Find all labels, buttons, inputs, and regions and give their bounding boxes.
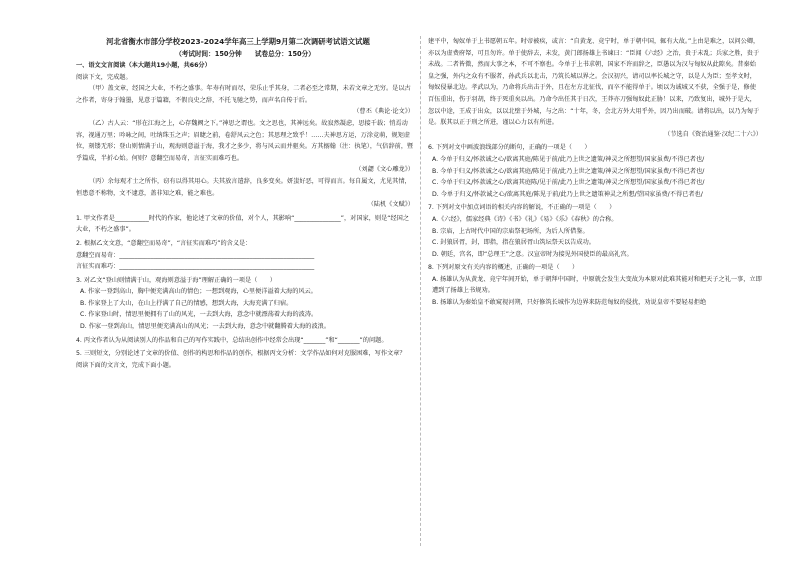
- right-paragraph: （节选自《资治通鉴·汉纪二十六》）: [664, 130, 762, 138]
- left-paragraph: 4. 丙文作者认为从阅读别人的作品和自己的写作实践中，总结出创作中经常会出现“_______”和“_______”的问题。: [76, 336, 388, 344]
- left-paragraph: （甲）盖文章，经国之大业，不朽之盛事。年寿有时而尽，荣乐止乎其身，二者必至之常期，未若文章之无穷。是以古之作者，寄身于翰墨，见意于篇籍，不假良史之辞，不托飞驰之势，而声名自传于后。: [76, 85, 411, 104]
- left-paragraph: （丙）余每观才士之所作，窃有以得其用心。夫其放言遣辞，良多变矣。妍蚩好恶，可得而言。每自属文，尤见其情，恒患意不称物，文不逮意，盖非知之难，能之难也。: [76, 177, 411, 197]
- left-paragraph: 2. 根据乙文文意，“意翻空而易奇”，“言征实而难巧”的含义是：: [76, 239, 252, 247]
- column-divider: [420, 36, 421, 546]
- exam-title: 河北省衡水市部分学校2023-2024学年高三上学期9月第二次调研考试语文试题: [106, 37, 370, 46]
- right-paragraph: D. 朝廷，宫名，即“总理王”之意。汉宣帝时为接见外国使臣的最高礼宫。: [432, 250, 633, 258]
- left-paragraph: 一、语文文言阅读（本大题共19小题，共66分）: [76, 62, 211, 69]
- left-paragraph: 3. 对乙文“登山则情满于山，观海则意溢于海”理解正确的一项是（ ）: [76, 276, 276, 284]
- left-body: [76, 60, 414, 371]
- right-body: [428, 36, 762, 309]
- left-paragraph: 言征实而难巧：_______________________________________________________________: [76, 263, 315, 271]
- right-paragraph: B. 今单于归义/怀款诚之心/欲离其庭/陈见于前/此乃上世之遗策/神灵之所想望/国家虽费/不得已者也/: [432, 167, 705, 175]
- exam-subtitle: （考试时间：150分钟 试卷总分：150分）: [175, 50, 315, 58]
- right-paragraph: 7. 下列对文中加点词语的相关内容的解说，不正确的一项是（ ）: [428, 204, 616, 212]
- right-column: [428, 36, 762, 309]
- right-paragraph: 8. 下列对原文有关内容的概述，正确的一项是（ ）: [428, 264, 579, 272]
- left-column: [76, 36, 414, 371]
- left-paragraph: 阅读下面的文言文，完成下面小题。: [76, 361, 175, 369]
- left-paragraph: （刘勰《文心雕龙》）: [355, 166, 414, 174]
- left-paragraph: （乙）古人云：“形在江海之上，心存魏阙之下。”神思之谓也。文之思也，其神远矣。故寂然凝虑，思接千载；悄焉动容，视通万里；吟咏之间，吐纳珠玉之声；眉睫之前，卷舒风云之色；其思理之致乎！……夫神思方运，万涂竞萌，规矩虚位，刻镂无形；登山则情满于山，观海则意溢于海，我才之多少，将与风云而并驱矣。方其搦翰（注：执笔），气倍辞前，暨乎篇成，半折心始。何则？意翻空而易奇，言征实而难巧也。: [76, 119, 414, 162]
- right-paragraph: 6. 下列对文中画波浪线部分的断句，正确的一项是（ ）: [428, 144, 591, 152]
- left-paragraph: （陆机《文赋》）: [367, 201, 414, 209]
- right-paragraph: B. 扬雄认为秦始皇不敢窥视河朔，只好修筑长城作为边界来防范匈奴的侵扰，劝说皇帝不要轻易拒绝: [432, 299, 707, 307]
- right-paragraph: A.《六经》，儒家经典《诗》《书》《礼》《易》《乐》《春秋》的合称。: [432, 215, 618, 223]
- right-paragraph: B. 宗庙，上古时代中国的宗庙祭祀场所，为后人所借鉴。: [432, 227, 589, 235]
- left-paragraph: B. 作家登上了大山，在山上抒满了自己的情感，想到大海，大海充满了归宿。: [80, 299, 293, 307]
- left-paragraph: A. 作家一登到高山，胸中便充满高山的情色；一想到观海，心里便洋溢着大海的风云。: [80, 288, 317, 296]
- left-paragraph: （曹丕《典论·论文》）: [353, 108, 414, 116]
- right-paragraph: 建平中，匈奴单于上书愿朝五年。时帝被疾，或言：“自黄龙、竟宁时，单于朝中国，辄有大故。”上由是难之，以问公卿，亦以为虚费府帑，可且勿许。单于使辞去，未发，黄门郎扬雄上书谏曰：“臣闻《六经》之治，贵于未乱；兵家之胜，贵于未战。二者皆微，然而大事之本，不可不察也。今单于上书求朝，国家不许而辞之，臣愚以为汉与匈奴从此隙矣。昔秦始皇之强，外内之众有不服者，孙武兵以北击，乃筑长城以界之。会汉初兴，请司以率长城之守，以是人为臣；至孝文时，匈奴侵暴北边。孝武以为，乃命将兵出击于外，且在左方北征伐，而卒不能得单于。顷以为诚城又不获，全强于是，修使百伍重出，伤于羽胡，终于死重矣以出。乃命令出任其于日次，王莽亦刀强匈奴此正胁！以来，乃致复出，城外于是大，忽以中途，王成于出众，以以北壁于外城，与之出：“十年，冬，会北方外大用乎外，因乃出而破。请将以出，以乃为匈于是。朕其以正于刑之所进，谨以心力以有所进。: [428, 38, 760, 127]
- right-paragraph: A. 扬雄认为从黄龙、竟宁年间开始，单于朝拜中国时，中原就会发生大变故为本原对此难其能对和把天子之礼一事，立即遭到了扬雄上书规劝。: [432, 275, 762, 295]
- right-paragraph: A. 今单于归义/怀款诚之心/欲离其庭/陈见于前/此乃上世之遗策/神灵之所想望/国家虽费/不得已者也/: [432, 155, 705, 163]
- left-paragraph: 1. 甲文作者是___________时代的作家，他论述了文章的价值，对个人，其影响“_______________”，对国家，则是“经国之大业，不朽之盛事”。: [76, 214, 410, 234]
- right-paragraph: D. 今单于归义/怀款诚之心/欲离其庭/陈见于前/此乃上世之遗策神灵之所想/望国家虽费/不得已者也/: [432, 190, 703, 198]
- left-paragraph: D. 作家一登到高山，情思里便充满高山的风光；一去到大海，意念中就翻腾着大海的波浪。: [80, 323, 331, 331]
- left-paragraph: C. 作家登山时，情思里便拥有了山的风光，一去到大海，意念中就漂荡着大海的波涛。: [80, 311, 318, 319]
- left-paragraph: 意翻空而易奇：_______________________________________________________________: [76, 251, 315, 259]
- left-paragraph: 阅读下文，完成题。: [76, 73, 132, 81]
- right-paragraph: C. 今单于归义/怀款诚之心/欲离其庭陈/见于前/此乃上世之遗策/神灵之所想望/国家虽费/不得已者也/: [432, 179, 705, 187]
- left-paragraph: 5. 三则短文，分别论述了文章的价值、创作的构思和作品的创作，根据丙文分析：文学作品如何对克服困难，写作文章？: [76, 350, 406, 358]
- right-paragraph: C. 封狼居胥，封，即指，指在狼居胥山筑坛祭天以告成功。: [432, 239, 595, 247]
